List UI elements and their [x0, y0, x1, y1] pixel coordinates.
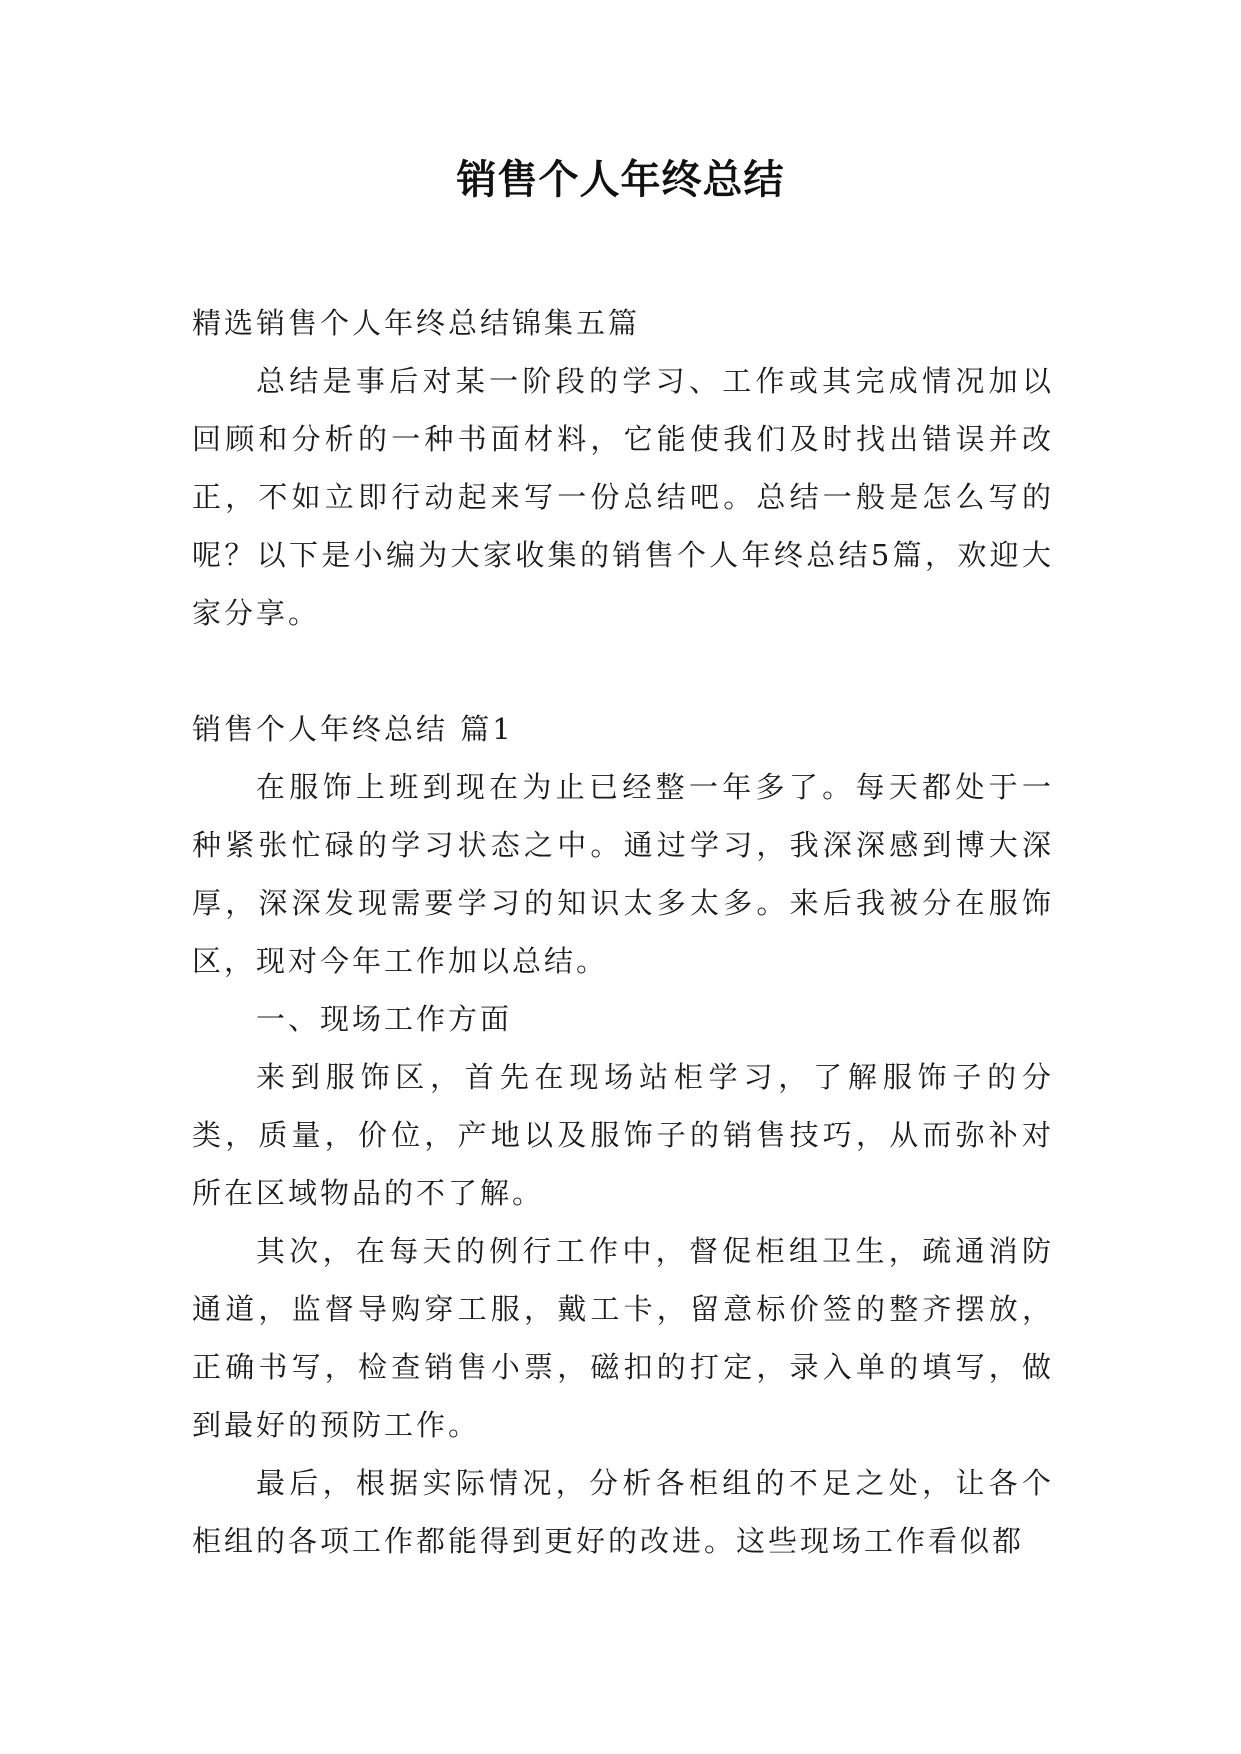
section-paragraph-3: 其次，在每天的例行工作中，督促柜组卫生，疏通消防通道，监督导购穿工服，戴工卡，留意标价签的整齐摆放，正确书写，检查销售小票，磁扣的打定，录入单的填写，做到最好的预防工作。 — [192, 1234, 1054, 1442]
section-sub-heading: 一、现场工作方面 — [256, 1002, 513, 1036]
section-paragraph-4: 最后，根据实际情况，分析各柜组的不足之处，让各个柜组的各项工作都能得到更好的改进。这些现场工作看似都 — [192, 1466, 1054, 1558]
document-body — [192, 294, 1054, 1570]
intro-paragraph: 总结是事后对某一阶段的学习、工作或其完成情况加以回顾和分析的一种书面材料，它能使我们及时找出错误并改正，不如立即行动起来写一份总结吧。总结一般是怎么写的呢？以下是小编为大家收集的销售个人年终总结5篇，欢迎大家分享。 — [192, 364, 1054, 630]
section-paragraph-1: 在服饰上班到现在为止已经整一年多了。每天都处于一种紧张忙碌的学习状态之中。通过学习，我深深感到博大深厚，深深发现需要学习的知识太多太多。来后我被分在服饰区，现对今年工作加以总结。 — [192, 770, 1054, 978]
section-heading: 销售个人年终总结 篇1 — [192, 712, 514, 746]
section-paragraph-2: 来到服饰区，首先在现场站柜学习，了解服饰子的分类，质量，价位，产地以及服饰子的销售技巧，从而弥补对所在区域物品的不了解。 — [192, 1060, 1054, 1210]
document-title: 销售个人年终总结 — [456, 157, 785, 203]
document-subtitle: 精选销售个人年终总结锦集五篇 — [192, 306, 641, 340]
section-spacer — [192, 642, 1054, 700]
